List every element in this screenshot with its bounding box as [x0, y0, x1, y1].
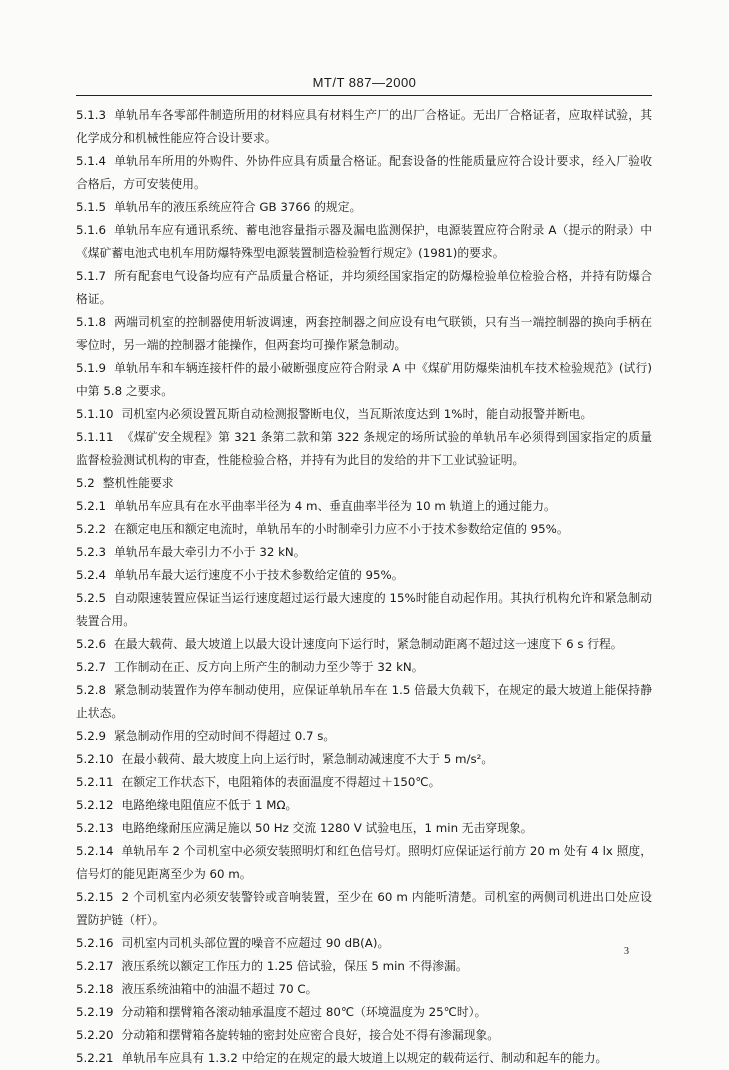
clause-number: 5.1.8	[76, 315, 107, 329]
clause-5-2-11	[76, 771, 652, 794]
clause-text: 单轨吊车应有通讯系统、蓄电池容量指示器及漏电监测保护，电源装置应符合附录 A（提示的附录）中《煤矿蓄电池式电机车用防爆特殊型电源装置制造检验暂行规定》(1981)的要求。	[76, 223, 652, 260]
clause-text: 《煤矿安全规程》第 321 条第二款和第 322 条规定的场所试验的单轨吊车必须得到国家指定的质量监督检验测试机构的审查，性能检验合格，并持有为此目的发给的井下工业试验证明。	[76, 430, 652, 467]
clause-text: 紧急制动装置作为停车制动使用，应保证单轨吊车在 1.5 倍最大负载下，在规定的最大坡道上能保持静止状态。	[76, 683, 652, 720]
clause-5-2	[76, 472, 652, 495]
clause-text: 在额定工作状态下，电阻箱体的表面温度不得超过＋150℃。	[121, 775, 441, 789]
clause-text: 液压系统以额定工作压力的 1.25 倍试验，保压 5 min 不得渗漏。	[121, 959, 468, 973]
clause-5-2-6	[76, 633, 652, 656]
clause-5-2-19	[76, 1001, 652, 1024]
clause-5-2-16	[76, 932, 652, 955]
clause-text: 整机性能要求	[102, 476, 174, 490]
clause-text: 液压系统油箱中的油温不超过 70 C。	[121, 982, 318, 996]
clause-5-2-17	[76, 955, 652, 978]
clause-text: 单轨吊车最大运行速度不小于技术参数给定值的 95%。	[114, 568, 404, 582]
clause-number: 5.1.10	[76, 407, 114, 421]
clause-text: 司机室内必须设置瓦斯自动检测报警断电仪，当瓦斯浓度达到 1%时，能自动报警并断电。	[121, 407, 593, 421]
clause-number: 5.1.11	[76, 430, 114, 444]
clause-5-1-4	[76, 150, 652, 196]
clause-text: 在额定电压和额定电流时，单轨吊车的小时制牵引力应不小于技术参数给定值的 95%。	[114, 522, 569, 536]
page-number: 3	[624, 946, 629, 957]
clause-5-1-8	[76, 311, 652, 357]
clause-text: 分动箱和摆臂箱各旋转轴的密封处应密合良好，接合处不得有渗漏现象。	[121, 1028, 500, 1042]
clause-5-1-11	[76, 426, 652, 472]
clause-5-2-2	[76, 518, 652, 541]
clause-5-1-7	[76, 265, 652, 311]
clause-number: 5.1.3	[76, 108, 107, 122]
clause-number: 5.2.20	[76, 1028, 114, 1042]
clause-number: 5.2.12	[76, 798, 114, 812]
clause-number: 5.2.11	[76, 775, 114, 789]
clause-number: 5.2.10	[76, 752, 114, 766]
clause-text: 单轨吊车应具有在水平曲率半径为 4 m、垂直曲率半径为 10 m 轨道上的通过能力。	[114, 499, 556, 513]
document-body	[76, 104, 652, 1070]
clause-number: 5.2.9	[76, 729, 107, 743]
clause-text: 单轨吊车和车辆连接杆件的最小破断强度应符合附录 A 中《煤矿用防爆柴油机车技术检验规范》(试行)中第 5.8 之要求。	[76, 361, 652, 398]
clause-5-2-1	[76, 495, 652, 518]
clause-5-2-8	[76, 679, 652, 725]
clause-number: 5.1.7	[76, 269, 107, 283]
clause-5-1-10	[76, 403, 652, 426]
clause-text: 紧急制动作用的空动时间不得超过 0.7 s。	[114, 729, 336, 743]
clause-number: 5.2	[76, 476, 95, 490]
clause-text: 单轨吊车 2 个司机室中必须安装照明灯和红色信号灯。照明灯应保证运行前方 20 m 处有 4 lx 照度，信号灯的能见距离至少为 60 m。	[76, 844, 652, 881]
clause-number: 5.2.14	[76, 844, 114, 858]
clause-number: 5.1.6	[76, 223, 107, 237]
clause-text: 单轨吊车的液压系统应符合 GB 3766 的规定。	[114, 200, 362, 214]
clause-number: 5.2.19	[76, 1005, 114, 1019]
clause-number: 5.2.13	[76, 821, 114, 835]
clause-number: 5.1.4	[76, 154, 107, 168]
clause-5-2-5	[76, 587, 652, 633]
clause-5-2-9	[76, 725, 652, 748]
clause-5-2-18	[76, 978, 652, 1001]
clause-number: 5.2.1	[76, 499, 107, 513]
clause-number: 5.2.5	[76, 591, 107, 605]
clause-5-2-3	[76, 541, 652, 564]
clause-text: 两端司机室的控制器使用斩波调速，两套控制器之间应设有电气联锁，只有当一端控制器的换向手柄在零位时，另一端的控制器才能操作，但两套均可操作紧急制动。	[76, 315, 652, 352]
clause-number: 5.2.7	[76, 660, 107, 674]
header-rule	[76, 95, 652, 96]
clause-text: 单轨吊车各零部件制造所用的材料应具有材料生产厂的出厂合格证。无出厂合格证者，应取样试验，其化学成分和机械性能应符合设计要求。	[76, 108, 652, 145]
clause-5-2-21	[76, 1047, 652, 1070]
clause-5-2-4	[76, 564, 652, 587]
clause-5-2-15	[76, 886, 652, 932]
clause-number: 5.2.15	[76, 890, 114, 904]
clause-text: 自动限速装置应保证当运行速度超过运行最大速度的 15%时能自动起作用。其执行机构允许和紧急制动装置合用。	[76, 591, 652, 628]
clause-5-1-6	[76, 219, 652, 265]
clause-number: 5.2.21	[76, 1051, 114, 1065]
clause-text: 2 个司机室内必须安装警铃或音响装置，至少在 60 m 内能听清楚。司机室的两侧司机进出口处应设置防护链（杆）。	[76, 890, 652, 927]
clause-number: 5.1.5	[76, 200, 107, 214]
clause-5-1-3	[76, 104, 652, 150]
clause-5-2-12	[76, 794, 652, 817]
clause-5-2-10	[76, 748, 652, 771]
clause-text: 单轨吊车应具有 1.3.2 中给定的在规定的最大坡道上以规定的载荷运行、制动和起车的能力。	[121, 1051, 608, 1065]
clause-5-2-14	[76, 840, 652, 886]
clause-text: 电路绝缘耐压应满足施以 50 Hz 交流 1280 V 试验电压，1 min 无击穿现象。	[121, 821, 533, 835]
clause-text: 单轨吊车所用的外购件、外协件应具有质量合格证。配套设备的性能质量应符合设计要求，经入厂验收合格后，方可安装使用。	[76, 154, 652, 191]
clause-5-2-7	[76, 656, 652, 679]
clause-text: 所有配套电气设备均应有产品质量合格证，并均须经国家指定的防爆检验单位检验合格，并持有防爆合格证。	[76, 269, 652, 306]
clause-number: 5.2.2	[76, 522, 107, 536]
clause-text: 工作制动在正、反方向上所产生的制动力至少等于 32 kN。	[114, 660, 424, 674]
clause-5-2-13	[76, 817, 652, 840]
clause-text: 在最小载荷、最大坡度上向上运行时，紧急制动减速度不大于 5 m/s²。	[121, 752, 494, 766]
clause-number: 5.2.17	[76, 959, 114, 973]
clause-number: 5.2.4	[76, 568, 107, 582]
clause-number: 5.2.6	[76, 637, 107, 651]
clause-number: 5.2.16	[76, 936, 114, 950]
clause-5-1-5	[76, 196, 652, 219]
clause-text: 分动箱和摆臂箱各滚动轴承温度不超过 80℃（环境温度为 25℃时）。	[121, 1005, 487, 1019]
clause-5-2-20	[76, 1024, 652, 1047]
clause-text: 司机室内司机头部位置的噪音不应超过 90 dB(A)。	[121, 936, 390, 950]
clause-number: 5.2.3	[76, 545, 107, 559]
clause-text: 在最大载荷、最大坡道上以最大设计速度向下运行时，紧急制动距离不超过这一速度下 6 s 行程。	[114, 637, 623, 651]
clause-text: 电路绝缘电阻值应不低于 1 MΩ。	[121, 798, 298, 812]
clause-number: 5.2.8	[76, 683, 107, 697]
clause-5-1-9	[76, 357, 652, 403]
clause-text: 单轨吊车最大牵引力不小于 32 kN。	[114, 545, 306, 559]
page-header: MT/T 887—2000	[312, 75, 417, 90]
clause-number: 5.2.18	[76, 982, 114, 996]
clause-number: 5.1.9	[76, 361, 107, 375]
